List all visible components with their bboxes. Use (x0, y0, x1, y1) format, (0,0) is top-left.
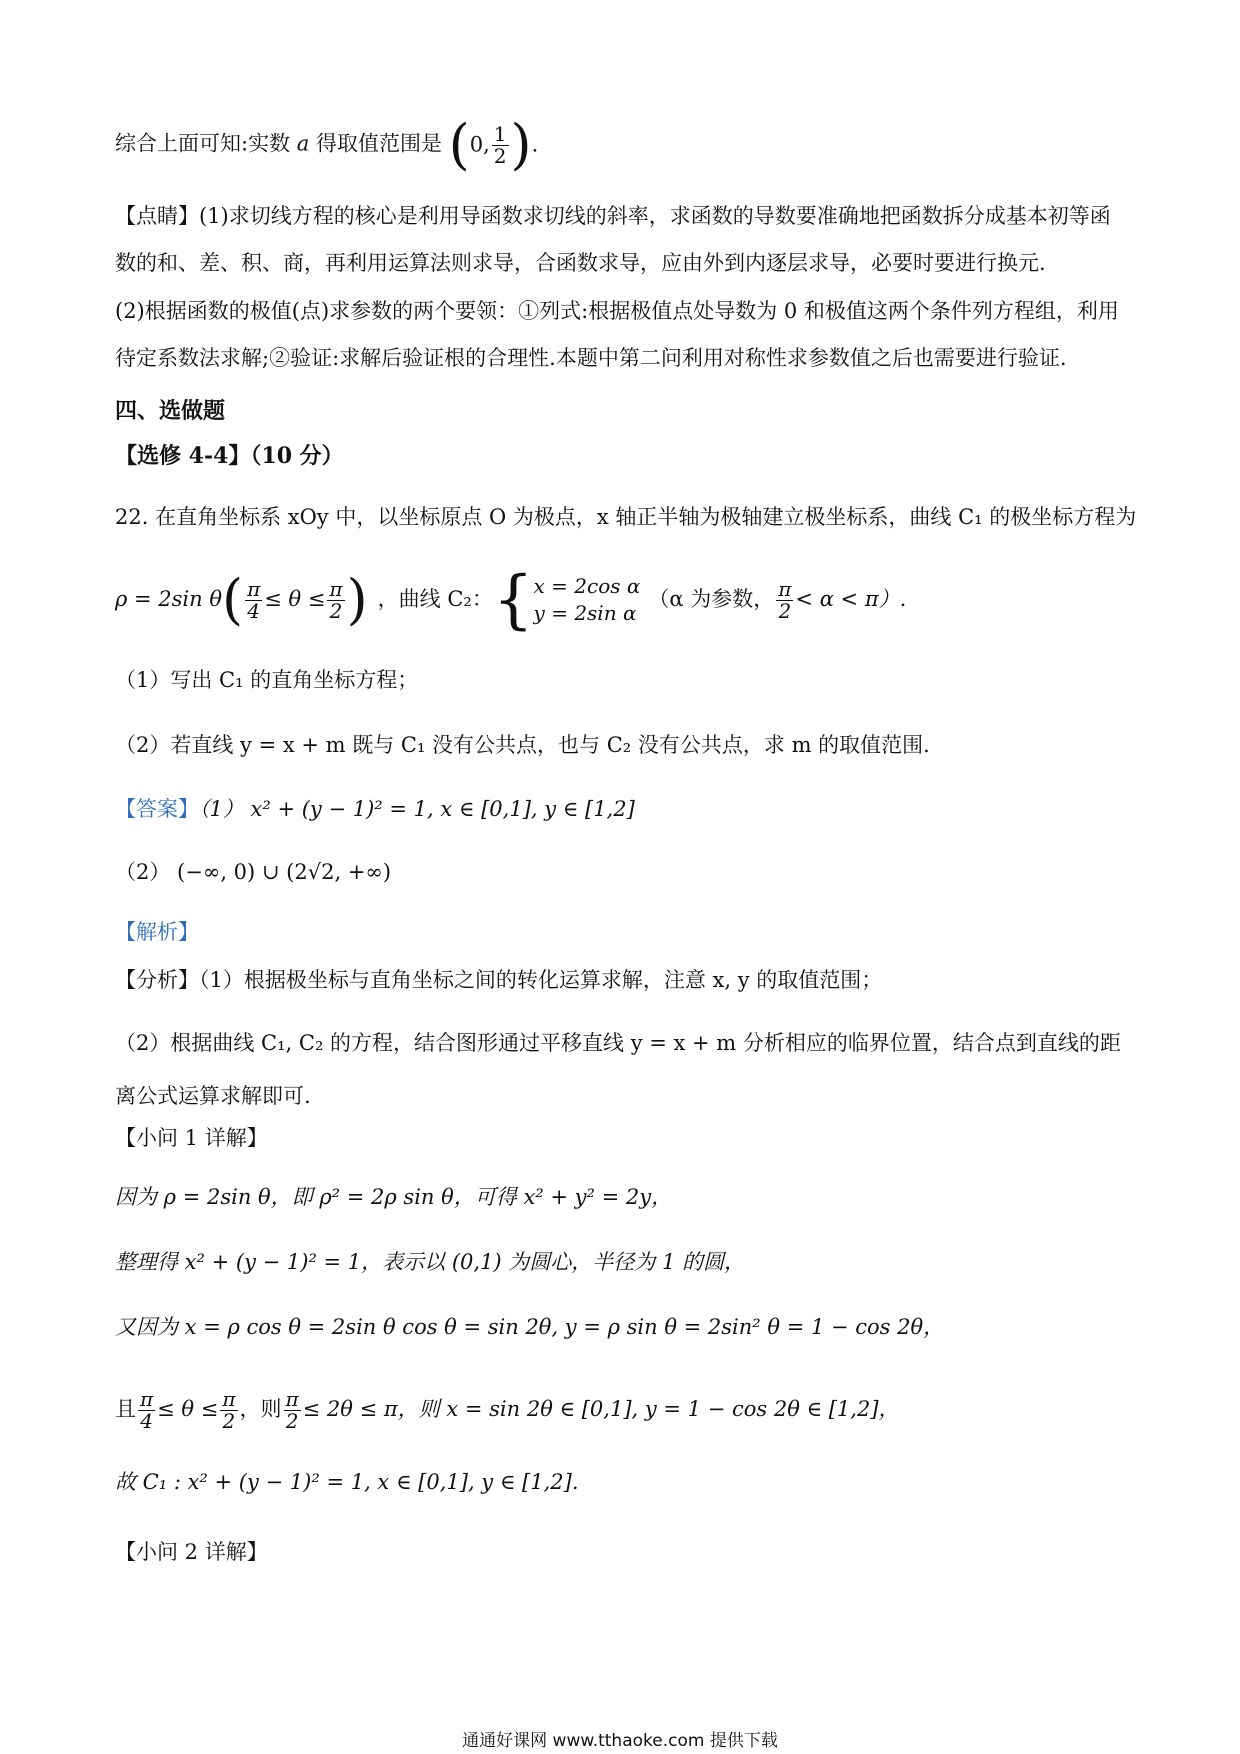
system-brace: { (492, 563, 534, 637)
detail-1-line-1: 因为 ρ = 2sin θ，即 ρ² = 2ρ sin θ，可得 x² + y² = 2y， (115, 1185, 673, 1209)
problem-line-1: 22. 在直角坐标系 xOy 中，以坐标原点 O 为极点，x 轴正半轴为极轴建立极坐标系，曲线 C₁ 的极坐标方程为 (115, 505, 1137, 529)
pi-over-2: $\frac{\pi}{2}$ (329, 576, 343, 623)
variable-a: a (296, 131, 310, 156)
detail-2-title: 【小问 2 详解】 (115, 1540, 268, 1564)
section-subtitle: 【选修 4-4】（10 分） (115, 443, 344, 469)
answer-label: 【答案】 (115, 797, 199, 821)
dianjing-paragraph-1: 【点睛】(1)求切线方程的核心是利用导函数求切线的斜率，求函数的导数要准确地把函数拆分成基本初等函数的和、差、积、商，再利用运算法则求导，合函数求导，应由外到内逐层求导，必要时要进行换元. (115, 204, 1111, 275)
detail-1-line-2: 整理得 x² + (y − 1)² = 1，表示以 (0,1) 为圆心，半径为 1 的圆， (115, 1250, 746, 1274)
interval-left: 0, (469, 132, 490, 157)
interval-close: ) (510, 113, 532, 176)
rho-equation: ρ = 2sin θ (115, 587, 222, 612)
question-1: （1）写出 C₁ 的直角坐标方程； (115, 668, 419, 692)
detail-1-line-3: 又因为 x = ρ cos θ = 2sin θ cos θ = sin 2θ, y = ρ sin θ = 2sin² θ = 1 − cos 2θ， (115, 1315, 945, 1339)
analysis-line-1: 【分析】（1）根据极坐标与直角坐标之间的转化运算求解，注意 x, y 的取值范围； (115, 968, 883, 992)
question-2: （2）若直线 y = x + m 既与 C₁ 没有公共点，也与 C₂ 没有公共点，求 m 的取值范围. (115, 733, 930, 757)
param-pi-over-2: $\frac{\pi}{2}$ (778, 576, 792, 623)
dianjing-paragraph-2: (2)根据函数的极值(点)求参数的两个要领：①列式:根据极值点处导数为 0 和极值这两个条件列方程组，利用待定系数法求解;②验证:求解后验证根的合理性.本题中第二问利用对称性求参数值之后也需要进行验证. (115, 299, 1119, 370)
analysis-label: 【解析】 (115, 920, 199, 944)
c2-parametric-system: x = 2cos α y = 2sin α (533, 574, 641, 625)
page-footer: 通通好课网 www.tthaoke.com 提供下载 (462, 1731, 778, 1751)
section-title: 四、选做题 (115, 398, 226, 424)
answer-1-line (115, 797, 635, 822)
answer-1: （1） x² + (y − 1)² = 1, x ∈ [0,1], y ∈ [1,2] (199, 797, 635, 821)
problem-equation-line: ρ = 2sin θ ( $\frac{\pi}{4}$ ≤ θ ≤ $\frac{\pi}{2}$ ) ，曲线 C₂： { x = 2cos α y = 2sin α （α 为参数， $\frac{\pi}{2}$ < α < π）. (115, 563, 907, 637)
conclusion-mid: 得取值范围是 (315, 131, 442, 156)
curve-c2-label: ，曲线 C₂： (377, 587, 493, 612)
analysis-line-2: （2）根据曲线 C₁, C₂ 的方程，结合图形通过平移直线 y = x + m 分析相应的临界位置，结合点到直线的距离公式运算求解即可. (115, 1031, 1121, 1108)
answer-2: （2） (−∞, 0) ∪ (2√2, +∞) (115, 860, 392, 884)
interval-open: ( (448, 113, 470, 176)
pi-over-4: $\frac{\pi}{4}$ (247, 576, 261, 623)
detail-1-line-5: 故 C₁ : x² + (y − 1)² = 1, x ∈ [0,1], y ∈ [1,2]. (115, 1470, 579, 1494)
conclusion-prefix: 综合上面可知:实数 (115, 131, 291, 156)
conclusion-line: 综合上面可知:实数 a 得取值范围是 (0, $\frac{1}{2}$ ). (115, 113, 539, 176)
detail-1-title: 【小问 1 详解】 (115, 1126, 268, 1150)
detail-1-line-4: 且 $\frac{\pi}{4}$ ≤ θ ≤ $\frac{\pi}{2}$ ，则 $\frac{\pi}{2}$ ≤ 2θ ≤ π，则 x = sin 2θ ∈ [0,1], y = 1 − cos 2θ ∈ [1,2]， (115, 1386, 900, 1433)
interval-fraction: $\frac{1}{2}$ (493, 121, 507, 168)
